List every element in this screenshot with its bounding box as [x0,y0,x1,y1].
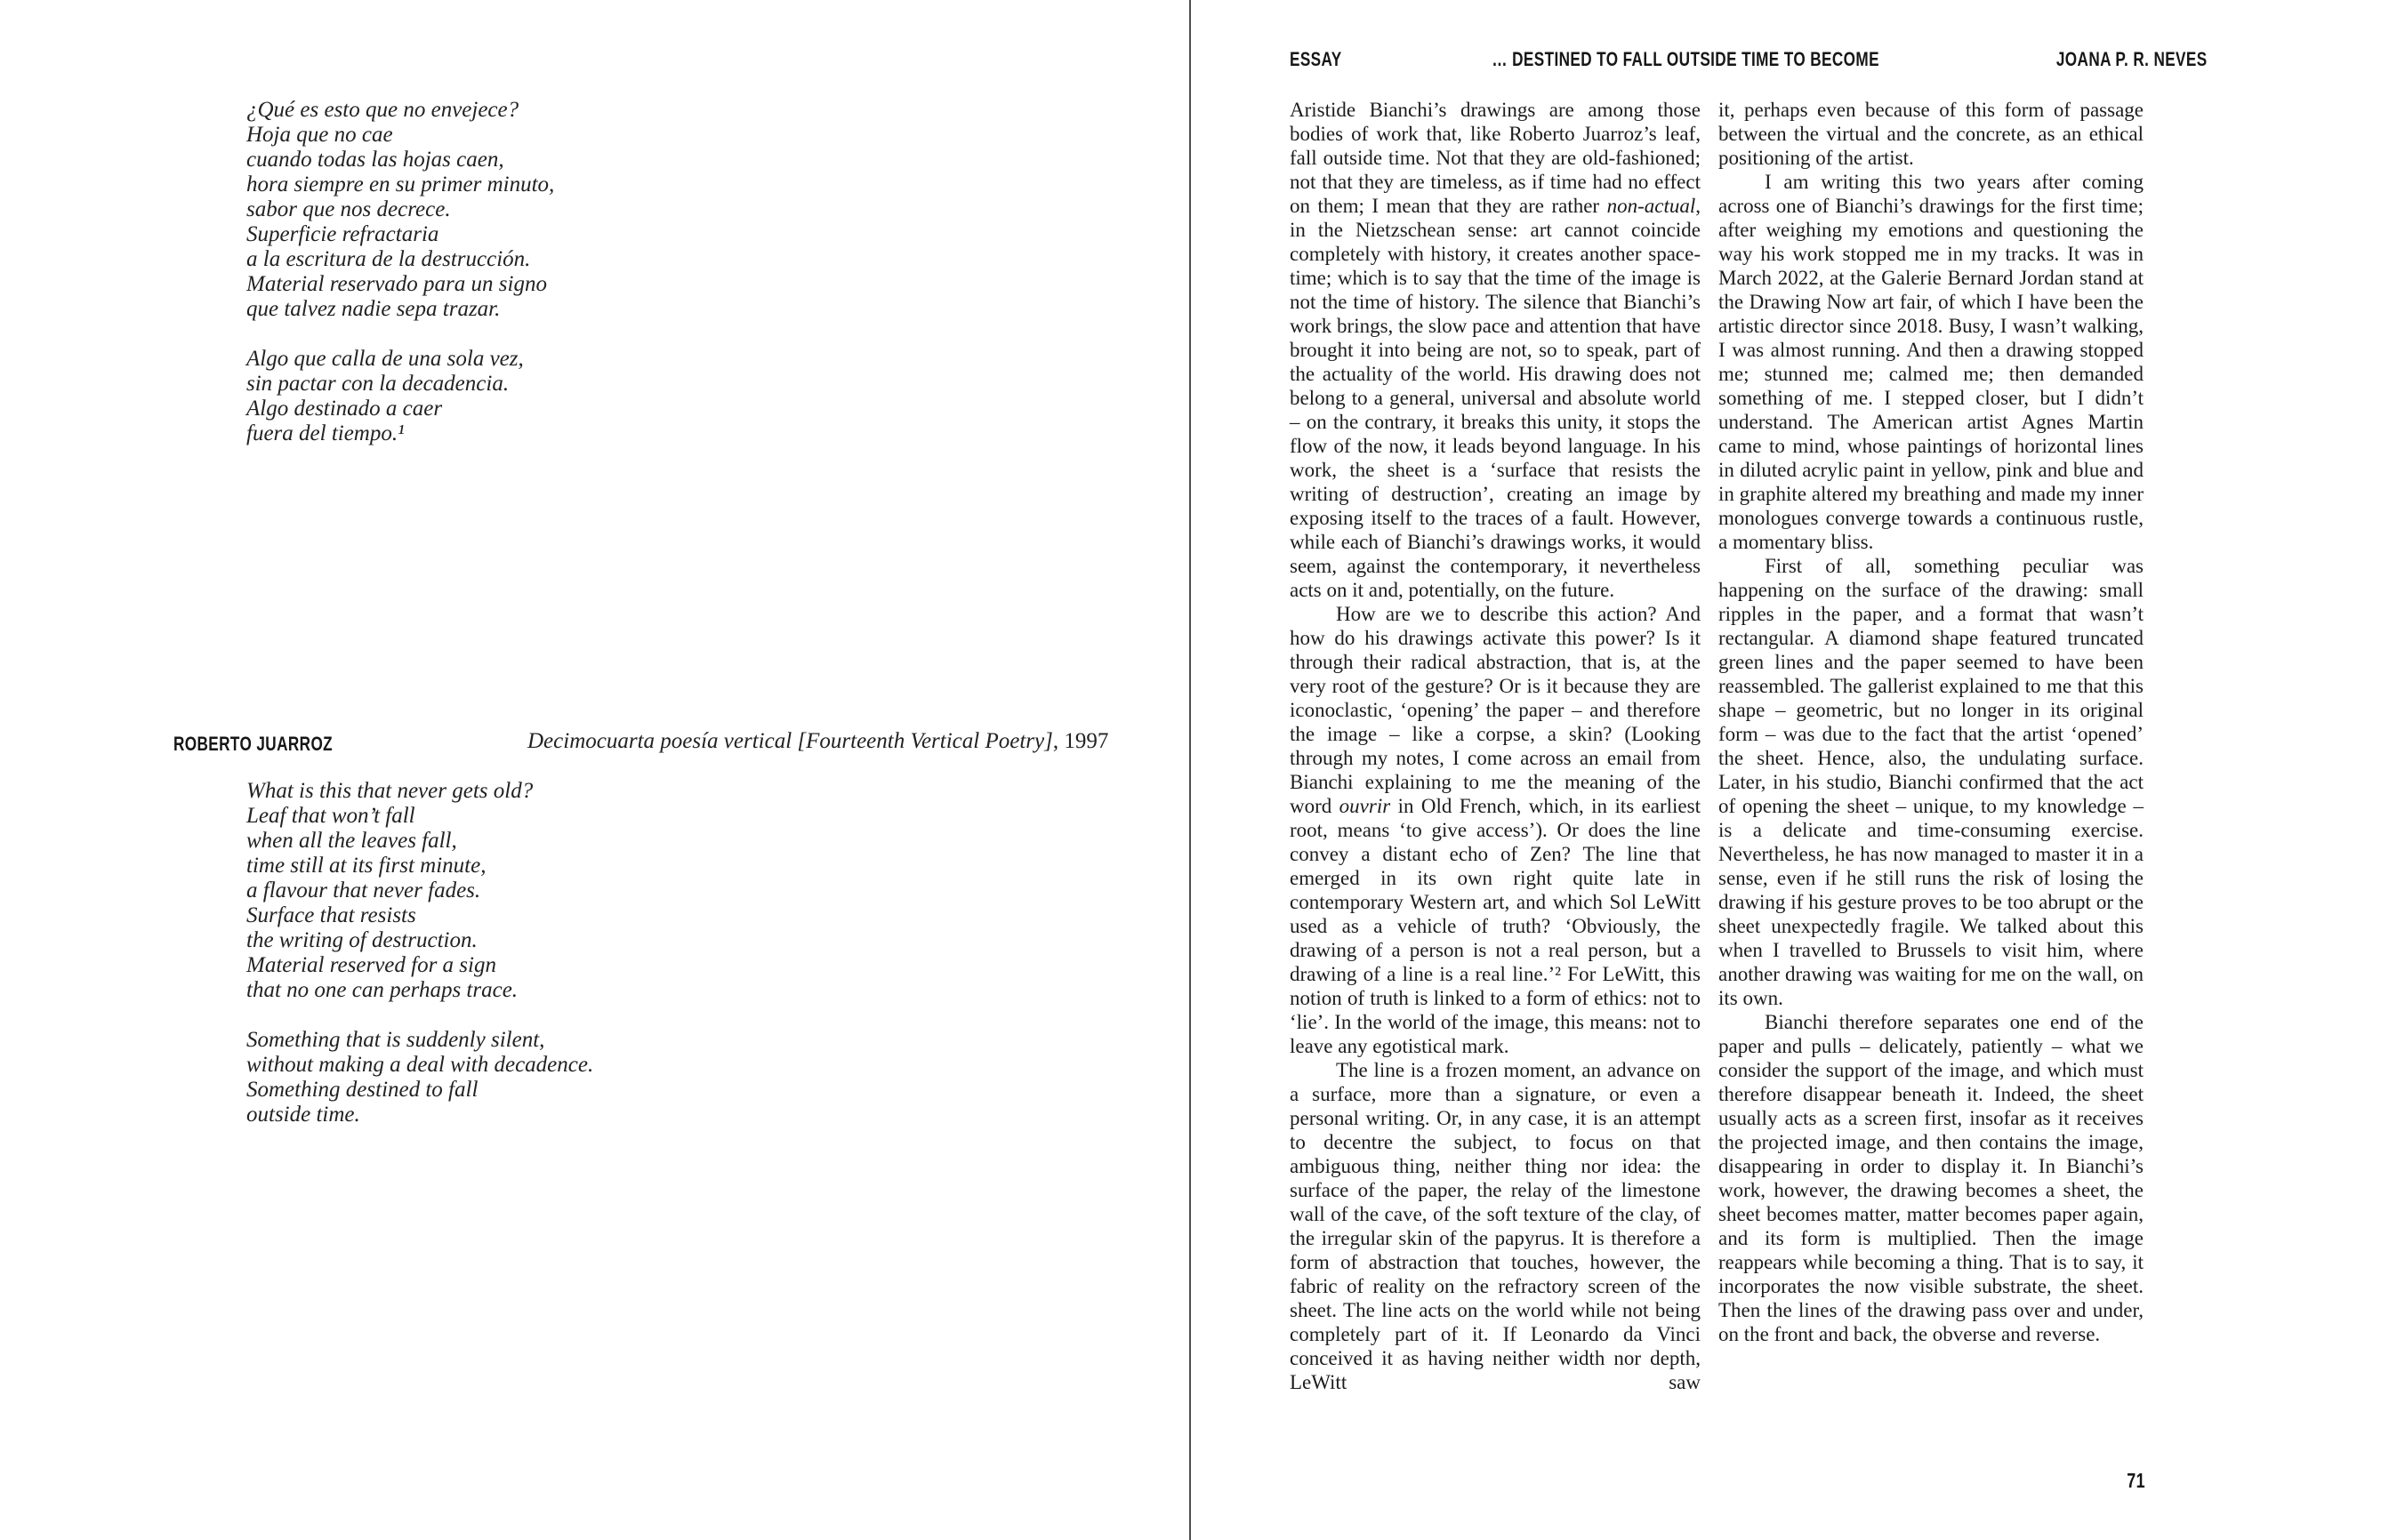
essay-column-2 [1718,98,2144,1346]
poem-line: time still at its first minute, [246,854,487,878]
poem-line: a flavour that never fades. [246,878,481,902]
essay-paragraph: How are we to describe this action? And how do his drawings activate this power? Is it through their radical abstraction, that is, at the very root of the gesture? Or is it because they are iconoclastic, ‘opening’ the paper – and therefore the image – like a corpse, a skin? (Looking through my notes, I come across an email from Bianchi explaining to me the meaning of the word ouvrir in Old French, which, in its earliest root, means ‘to give access’). Or does the line convey a distant echo of Zen? The line that emerged in its own right quite late in contemporary Western art, and which Sol LeWitt used as a vehicle of truth? ‘Obviously, the drawing of a person is not a real person, but a drawing of a line is a real line.’² For LeWitt, this notion of truth is linked to a form of ethics: not to ‘lie’. In the world of the image, this means: not to leave any egotistical mark. [1290,603,1701,1057]
poem-line: Material reservado para un signo [246,272,547,296]
poem-line: hora siempre en su primer minuto, [246,172,555,197]
poem-spanish [246,98,554,446]
poem-attribution [0,731,1189,766]
header-kicker: ESSAY [1290,48,1342,70]
poem-line: the writing of destruction. [246,928,478,952]
poem-line: Algo destinado a caer [246,397,443,421]
poem-line: Something destined to fall [246,1078,479,1102]
essay-paragraph: I am writing this two years after coming across one of Bianchi’s drawings for the first time; after weighing my emotions and questioning the way his work stopped me in my tracks. It was in March 2022, at the Galerie Bernard Jordan stand at the Drawing Now art fair, of which I have been the artistic director since 2018. Busy, I wasn’t walking, I was almost running. And then a drawing stopped me; stunned me; calmed me; then demanded something of me. I stepped closer, but I didn’t understand. The American artist Agnes Martin came to mind, whose paintings of horizontal lines in diluted acrylic paint in yellow, pink and blue and in graphite altered my breathing and made my inner monologues converge towards a continuous rustle, a momentary bliss. [1718,171,2144,553]
essay-paragraph: Aristide Bianchi’s drawings are among those bodies of work that, like Roberto Juarroz’s leaf, fall outside time. Not that they are old-fashioned; not that they are timeless, as if time had no effect on them; I mean that they are rather non-actual, in the Nietzschean sense: art cannot coincide completely with history, it creates another space-time; which is to say that the time of the image is not the time of history. The silence that Bianchi’s work brings, the slow pace and attention that have brought it into being are not, so to speak, part of the actuality of the world. His drawing does not belong to a general, universal and absolute world – on the contrary, it breaks this unity, it stops the flow of the now, it leads beyond language. In his work, the sheet is a ‘surface that resists the writing of destruction’, creating an image by exposing itself to the traces of a fault. However, while each of Bianchi’s drawings works, it would seem, against the contemporary, it nevertheless acts on it and, potentially, on the future. [1290,99,1701,601]
poem-line: Material reserved for a sign [246,953,496,977]
poem-line: outside time. [246,1103,360,1127]
poem-line: Surface that resists [246,903,416,927]
poem-line: cuando todas las hojas caen, [246,148,504,172]
essay-paragraph: it, perhaps even because of this form of passage between the virtual and the concrete, as an ethical positioning of the artist. [1718,99,2144,169]
page-number: 71 [2127,1469,2145,1492]
poem-line: that no one can perhaps trace. [246,978,519,1002]
page-divider-line [1189,0,1191,1540]
poem-stanza [246,1028,593,1127]
poem-line: fuera del tiempo.¹ [246,421,405,445]
poem-line: sin pactar con la decadencia. [246,372,510,396]
header-essay-author: JOANA P. R. NEVES [2056,48,2208,70]
essay-paragraph: Bianchi therefore separates one end of the paper and pulls – delicately, patiently – what we consider the support of the image, and which must therefore disappear beneath it. Indeed, the sheet usually acts as a screen first, insofar as it receives the projected image, and then contains the image, disappearing in order to display it. In Bianchi’s work, however, the drawing becomes a sheet, the sheet becomes matter, matter becomes paper again, and its form is multiplied. Then the image reappears while becoming a thing. That is to say, it incorporates the now visible substrate, the sheet. Then the lines of the drawing pass over and under, on the front and back, the obverse and reverse. [1718,1011,2144,1345]
poem-line: que talvez nadie sepa trazar. [246,297,501,321]
poem-work-year: , 1997 [1052,729,1109,753]
poem-stanza [246,779,593,1003]
poem-line: when all the leaves fall, [246,829,457,853]
essay-paragraph: First of all, something peculiar was happening on the surface of the drawing: small ripples in the paper, and a format that wasn’t rectangular. A diamond shape featured truncated green lines and the paper seemed to have been reassembled. The gallerist explained to me that this shape – geometric, but no longer in its original form – was due to the fact that the artist ‘opened’ the sheet. Hence, also, the undulating surface. Later, in his studio, Bianchi confirmed that the act of opening the sheet – unique, to my knowledge – is a delicate and time-consuming exercise. Nevertheless, he has now managed to master it in a sense, even if he still runs the risk of losing the drawing if his gesture proves to be too abrupt or the sheet unexpectedly fragile. We talked about this when I travelled to Brussels to visit him, where another drawing was waiting for me on the wall, on its own. [1718,555,2144,1009]
poem-line: Hoja que no cae [246,123,393,147]
essay-column-1 [1290,98,1701,1394]
essay-paragraph: The line is a frozen moment, an advance on a surface, more than a signature, or even a personal writing. Or, in any case, it is an attempt to decentre the subject, to focus on that ambiguous thing, neither thing nor idea: the surface of the paper, the relay of the limestone wall of the cave, of the soft texture of the clay, of the irregular skin of the papyrus. It is therefore a form of abstraction that touches, however, the fabric of reality on the refractory screen of the sheet. The line acts on the world while not being completely part of it. If Leonardo da Vinci conceived it as having neither width nor depth, LeWitt saw [1290,1059,1701,1393]
poem-line: without making a deal with decadence. [246,1053,594,1077]
poem-work-title [527,729,1108,754]
poem-line: Superficie refractaria [246,222,439,246]
poem-author: ROBERTO JUARROZ [173,733,334,755]
poem-line: What is this that never gets old? [246,779,534,803]
poem-line: Something that is suddenly silent, [246,1028,545,1052]
poem-stanza [246,98,554,322]
poem-line: Algo que calla de una sola vez, [246,347,524,371]
poem-line: Leaf that won’t fall [246,804,415,828]
header-essay-title: … DESTINED TO FALL OUTSIDE TIME TO BECOME [1491,48,1879,70]
poem-work-title-italic: Decimocuarta poesía vertical [Fourteenth Vertical Poetry] [527,729,1053,753]
poem-stanza [246,347,554,446]
poem-line: sabor que nos decrece. [246,197,451,221]
poem-english-translation [246,779,593,1127]
poem-line: ¿Qué es esto que no envejece? [246,98,519,122]
essay-header [1290,48,2208,71]
poem-line: a la escritura de la destrucción. [246,247,531,271]
